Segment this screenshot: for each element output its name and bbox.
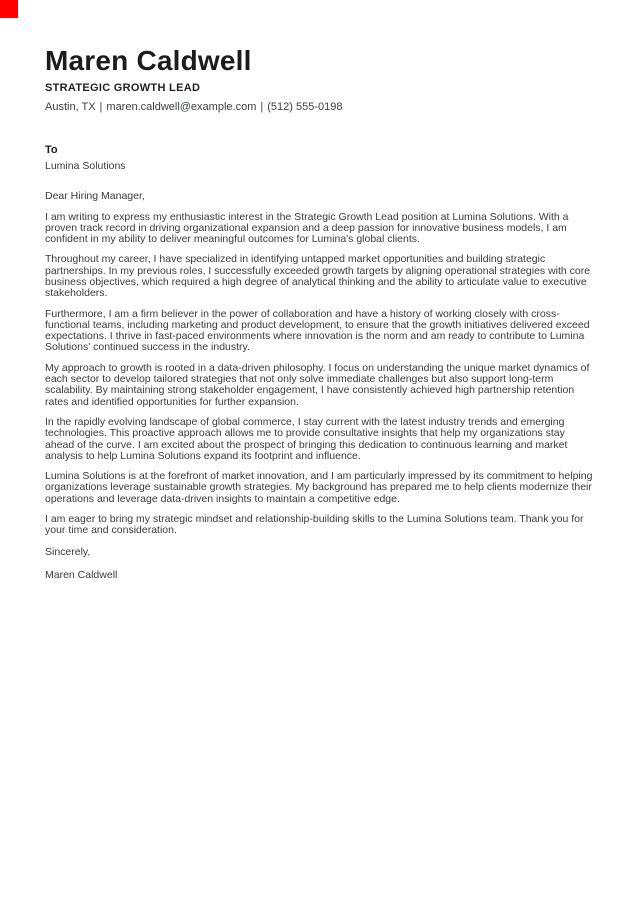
closing-sincerely: Sincerely, [45,545,91,558]
person-name: Maren Caldwell [45,45,252,76]
recipient-label: To [45,144,58,156]
body-paragraph-6: Lumina Solutions is at the forefront of market innovation, and I am particularly impressed by its commitment to helping organizations leverage sustainable growth strategies. My background has prepared me to help clients modernize their operations and leverage data-driven insights to maintain a competitive edge. [45,470,593,505]
body-paragraph-4: My approach to growth is rooted in a data-driven philosophy. I focus on understanding the unique market dynamics of each sector to develop tailored strategies that not only solve immediate challenges but also support long-term scalability. By maintaining strong stakeholder engagement, I have consistently achieved high partnership retention rates and identified opportunities for further expansion. [45,361,590,408]
body-paragraph-5: In the rapidly evolving landscape of global commerce, I stay current with the latest industry trends and emerging technologies. This proactive approach allows me to provide consultative insights that help my organizations stay ahead of the curve. I am excited about the prospect of bringing this dedication to continuous learning and market analysis to help Lumina Solutions expand its footprint and influence. [45,415,568,462]
letter-body [45,191,595,582]
red-corner-marker [0,0,18,18]
recipient-block [45,144,595,172]
contact-location: Austin, TX [45,101,96,113]
contact-email: maren.caldwell@example.com [106,101,257,113]
body-paragraph-3: Furthermore, I am a firm believer in the power of collaboration and have a history of working closely with cross-functional teams, including marketing and product development, to ensure that the growth initiatives delivered exceed expectations. I thrive in fast-paced environments where innovation is the norm and am ready to contribute to Lumina Solutions' continued success in the industry. [45,307,590,354]
body-paragraph-7: I am eager to bring my strategic mindset and relationship-building skills to the Lumina Solutions team. Thank you for your time and consideration. [45,513,584,537]
contact-separator: | [99,101,103,113]
contact-line [45,101,595,114]
salutation: Dear Hiring Manager, [45,190,145,202]
body-paragraph-1: I am writing to express my enthusiastic interest in the Strategic Growth Lead position at Lumina Solutions. With a proven track record in driving organizational expansion and a deep passion for innovative business models, I am confident in my ability to deliver meaningful outcomes for Lumina's global clients. [45,210,569,246]
body-paragraph-2: Throughout my career, I have specialized in identifying untapped market opportunities and building strategic partnerships. In my previous roles, I successfully exceeded growth targets by aligning operational strategies with core business objectives, which required a high degree of analytical thinking and the ability to articulate value to executive stakeholders. [45,253,591,300]
contact-separator: | [260,101,264,113]
closing-signature: Maren Caldwell [45,569,118,582]
contact-phone: (512) 555-0198 [267,101,343,113]
recipient-company: Lumina Solutions [45,160,126,172]
letter-header [45,46,595,114]
job-title: STRATEGIC GROWTH LEAD [45,82,201,94]
